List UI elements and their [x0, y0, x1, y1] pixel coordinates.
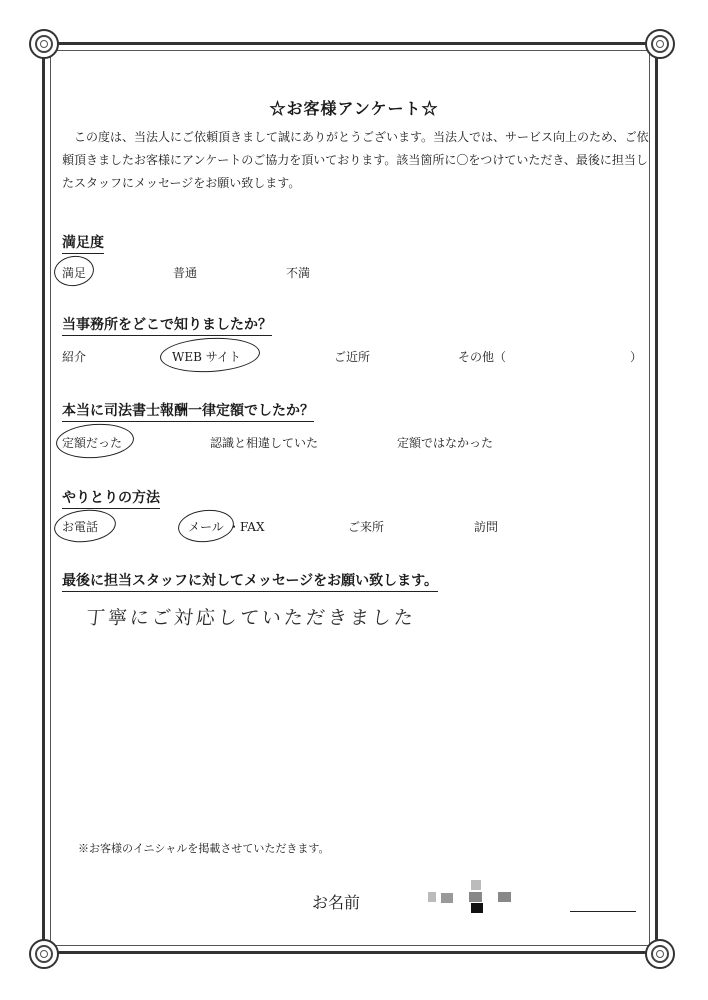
- survey-title: ☆お客様アンケート☆: [269, 99, 439, 118]
- fee-option-different[interactable]: 認識と相違していた: [210, 436, 319, 450]
- contact-option-home-visit[interactable]: 訪問: [474, 520, 499, 534]
- corner-ornament-icon: [29, 939, 59, 969]
- contact-option-phone[interactable]: お電話: [62, 520, 99, 534]
- source-option-website[interactable]: WEB サイト: [172, 350, 241, 364]
- name-label: お名前: [312, 893, 361, 912]
- source-option-other[interactable]: その他（: [458, 350, 507, 364]
- fee-option-not-fixed[interactable]: 定額ではなかった: [397, 436, 494, 450]
- source-option-referral[interactable]: 紹介: [62, 350, 87, 364]
- survey-intro: この度は、当法人にご依頼頂きまして誠にありがとうございます。当法人では、サービス向上のため、ご依頼頂きましたお客様にアンケートのご協力を頂いております。該当箇所に〇をつけていただき、最後に担当したスタッフにメッセージをお願い致します。: [62, 130, 649, 190]
- satisfaction-option-unsatisfied[interactable]: 不満: [286, 266, 311, 280]
- contact-option-visit-office[interactable]: ご来所: [348, 520, 385, 534]
- source-option-neighborhood[interactable]: ご近所: [334, 350, 371, 364]
- source-heading: 当事務所をどこで知りましたか？: [62, 314, 272, 336]
- contact-option-email[interactable]: メール: [188, 520, 224, 534]
- fee-option-fixed[interactable]: 定額だった: [62, 436, 123, 450]
- source-option-other-close: ）: [630, 350, 643, 364]
- message-heading: 最後に担当スタッフに対してメッセージをお願い致します。: [62, 570, 438, 592]
- contact-heading: やりとりの方法: [62, 487, 160, 509]
- name-underline: [570, 911, 636, 912]
- corner-ornament-icon: [645, 29, 675, 59]
- handwritten-message: 丁寧にご対応していただきました: [84, 607, 418, 629]
- corner-ornament-icon: [29, 29, 59, 59]
- corner-ornament-icon: [645, 939, 675, 969]
- fee-heading: 本当に司法書士報酬一律定額でしたか？: [62, 400, 314, 422]
- satisfaction-option-normal[interactable]: 普通: [173, 266, 198, 280]
- initials-note: ※お客様のイニシャルを掲載させていただきます。: [78, 842, 330, 855]
- satisfaction-heading: 満足度: [62, 232, 104, 254]
- contact-option-fax[interactable]: ・FAX: [228, 520, 265, 534]
- satisfaction-option-satisfied[interactable]: 満足: [62, 266, 87, 280]
